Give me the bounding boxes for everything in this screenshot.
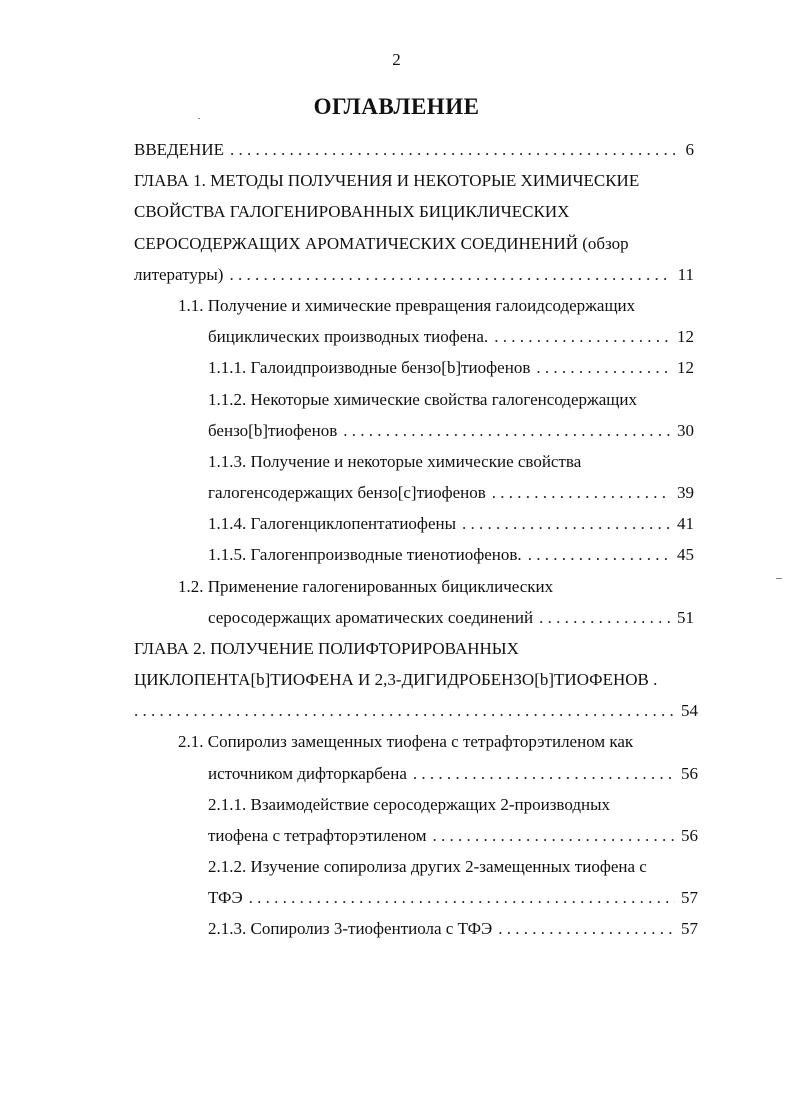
toc-page-number: 12 (677, 358, 694, 377)
dot-leader (462, 513, 671, 535)
toc-entry-1-1-1[interactable] (208, 357, 694, 379)
toc-entry-2-1-1-line-1[interactable]: 2.1.1. Взаимодействие серосодержащих 2-производных (208, 795, 611, 814)
dot-leader (528, 544, 671, 566)
toc-entry-label: тиофена с тетрафторэтиленом (208, 826, 427, 845)
toc-entry-label: галогенсодержащих бензо[с]тиофенов (208, 483, 486, 502)
toc-entry-chapter-2-line-1[interactable]: ГЛАВА 2. ПОЛУЧЕНИЕ ПОЛИФТОРИРОВАННЫХ (134, 639, 519, 658)
toc-entry-1-1-2-line-2[interactable] (208, 420, 694, 442)
dot-leader (413, 763, 675, 785)
toc-page-number: 12 (677, 327, 694, 346)
toc-page-number: 6 (685, 140, 694, 159)
toc-entry-chapter-2-line-2[interactable]: ЦИКЛОПЕНТА[b]ТИОФЕНА И 2,3-ДИГИДРОБЕНЗО[b]ТИОФЕНОВ . (134, 670, 658, 689)
dot-leader (498, 918, 675, 940)
toc-entry-1-1-3-line-1[interactable]: 1.1.3. Получение и некоторые химические свойства (208, 452, 582, 471)
dot-leader (432, 825, 675, 847)
dot-leader (343, 420, 671, 442)
toc-entry-1-2-line-1[interactable]: 1.2. Применение галогенированных бициклических (178, 577, 554, 596)
dot-leader (494, 326, 671, 348)
toc-entry-2-1-line-2[interactable] (208, 763, 698, 785)
toc-entry-1-1-line-1[interactable]: 1.1. Получение и химические превращения галоидсодержащих (178, 296, 636, 315)
toc-entry-2-1-2-line-1[interactable]: 2.1.2. Изучение сопиролиза других 2-замещенных тиофена с (208, 857, 647, 876)
toc-entry-2-1-1-line-2[interactable] (208, 825, 698, 847)
toc-page-number: 56 (681, 764, 698, 783)
toc-entry-1-1-line-2[interactable] (208, 326, 694, 348)
toc-entry-label: 1.1.1. Галоидпроизводные бензо[b]тиофенов (208, 358, 531, 377)
page-title: ОГЛАВЛЕНИЕ (313, 94, 480, 119)
toc-entry-1-1-4[interactable] (208, 513, 694, 535)
toc-page-number: 11 (677, 265, 694, 284)
dot-leader (539, 607, 671, 629)
toc-entry-label: серосодержащих ароматических соединений (208, 608, 534, 627)
toc-page-number: 30 (677, 421, 694, 440)
toc-page-number: 54 (681, 701, 698, 720)
toc-entry-1-1-5[interactable] (208, 544, 694, 566)
dot-leader (249, 887, 675, 909)
toc-entry-label: литературы) (134, 265, 224, 284)
toc-entry-introduction[interactable] (134, 139, 694, 161)
toc-entry-2-1-line-1[interactable]: 2.1. Сопиролиз замещенных тиофена с тетрафторэтиленом как (178, 732, 634, 751)
toc-page-number: 41 (677, 514, 694, 533)
toc-entry-label: 1.1.4. Галогенциклопентатиофены (208, 514, 457, 533)
toc-page-number: 57 (681, 919, 698, 938)
toc-entry-label: 1.1.5. Галогенпроизводные тиенотиофенов. (208, 545, 522, 564)
toc-entry-label: источником дифторкарбена (208, 764, 407, 783)
toc-entry-2-1-3[interactable] (208, 918, 698, 940)
dot-leader (229, 264, 671, 286)
toc-entry-chapter-2-line-3[interactable] (134, 700, 698, 722)
toc-page-number: 51 (677, 608, 694, 627)
toc-entry-label: ТФЭ (208, 888, 243, 907)
toc-page-number: 56 (681, 826, 698, 845)
toc-entry-chapter-1-line-1[interactable]: ГЛАВА 1. МЕТОДЫ ПОЛУЧЕНИЯ И НЕКОТОРЫЕ ХИМИЧЕСКИЕ (134, 171, 640, 190)
toc-page-number: 39 (677, 483, 694, 502)
dot-leader (134, 700, 675, 722)
toc-entry-label: ВВЕДЕНИЕ (134, 140, 224, 159)
toc-page-number: 45 (677, 545, 694, 564)
toc-entry-chapter-1-line-4[interactable] (134, 264, 694, 286)
toc-entry-label: 2.1.3. Сопиролиз 3-тиофентиола с ТФЭ (208, 919, 493, 938)
dot-leader (492, 482, 671, 504)
toc-entry-label: бициклических производных тиофена. (208, 327, 489, 346)
toc-entry-1-2-line-2[interactable] (208, 607, 694, 629)
toc-entry-chapter-1-line-2[interactable]: СВОЙСТВА ГАЛОГЕНИРОВАННЫХ БИЦИКЛИЧЕСКИХ (134, 202, 570, 221)
toc-entry-1-1-2-line-1[interactable]: 1.1.2. Некоторые химические свойства галогенсодержащих (208, 390, 637, 409)
toc-page-number: 57 (681, 888, 698, 907)
toc-entry-2-1-2-line-2[interactable] (208, 887, 698, 909)
toc-entry-chapter-1-line-3[interactable]: СЕРОСОДЕРЖАЩИХ АРОМАТИЧЕСКИХ СОЕДИНЕНИЙ (обзор (134, 234, 629, 253)
dot-leader (536, 357, 671, 379)
dot-leader (230, 139, 680, 161)
toc-entry-label: бензо[b]тиофенов (208, 421, 338, 440)
toc-entry-1-1-3-line-2[interactable] (208, 482, 694, 504)
page-number: 2 (392, 50, 401, 69)
